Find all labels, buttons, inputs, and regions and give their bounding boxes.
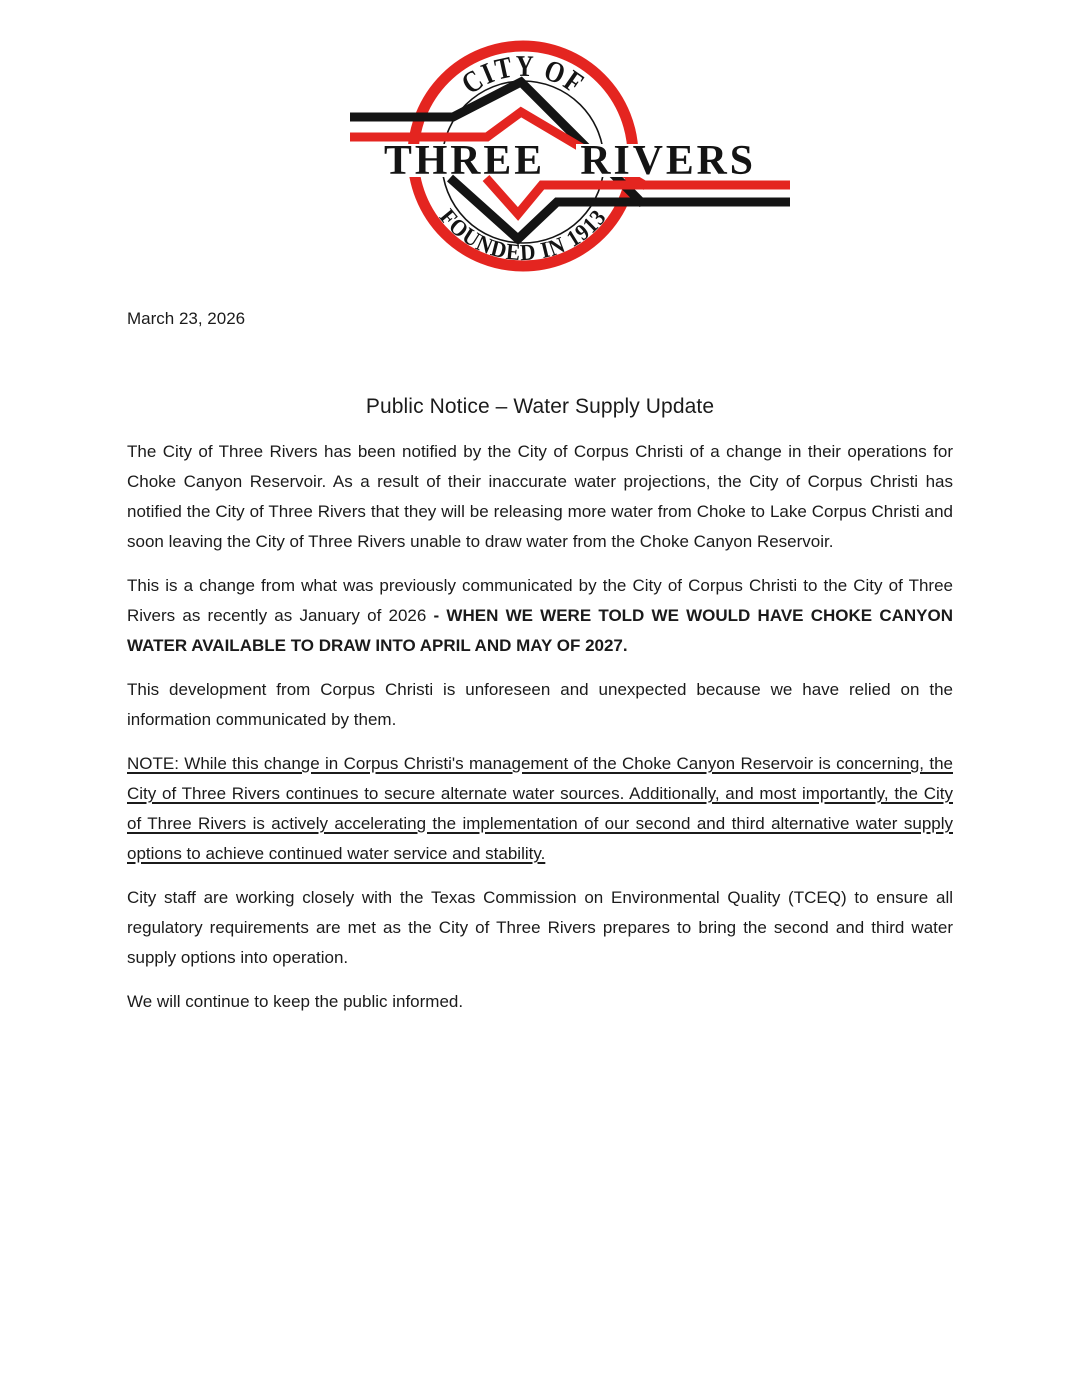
paragraph-unforeseen: This development from Corpus Christi is unforeseen and unexpected because we have relied on the information communicated by them. xyxy=(127,680,953,729)
document-date: March 23, 2026 xyxy=(127,309,246,328)
paragraph-note-underlined: NOTE: While this change in Corpus Christi's management of the Choke Canyon Reservoir is concerning, the City of Three Rivers continues to secure alternate water sources. Additionally, and most importantly, the City of Three Rivers is actively accelerating the implementation of our second and third alternative water supply options to achieve continued water service and stability. xyxy=(127,754,953,863)
city-of-three-rivers-logo xyxy=(350,8,790,288)
document-body xyxy=(127,437,953,1017)
city-seal-icon xyxy=(350,8,790,288)
logo-top-arc-textpath: CITY OF xyxy=(455,49,594,103)
paragraph-closing: We will continue to keep the public informed. xyxy=(127,992,464,1011)
paragraph-change-notice-normal: This is a change from what was previously communicated by the City of Corpus Christi to the City of Three Rivers as recently as January of 2026 xyxy=(127,576,953,625)
paragraph-tceq: City staff are working closely with the Texas Commission on Environmental Quality (TCEQ) to ensure all regulatory requirements are met as the City of Three Rivers prepares to bring the second and third water supply options into operation. xyxy=(127,888,953,967)
logo-bottom-arc-textpath: FOUNDED IN 1913 xyxy=(434,203,612,266)
logo-wordmark: THREE RIVERS xyxy=(384,138,756,184)
document-title: Public Notice – Water Supply Update xyxy=(365,395,715,418)
paragraph-change-notice xyxy=(127,571,953,661)
paragraph-change-notice-bold: - WHEN WE WERE TOLD WE WOULD HAVE CHOKE CANYON WATER AVAILABLE TO DRAW INTO APRIL AND MAY OF 2027. xyxy=(127,606,953,655)
paragraph-intro: The City of Three Rivers has been notified by the City of Corpus Christi of a change in their operations for Choke Canyon Reservoir. As a result of their inaccurate water projections, the City of Corpus Christi has notified the City of Three Rivers that they will be releasing more water from Choke to Lake Corpus Christi and soon leaving the City of Three Rivers unable to draw water from the Choke Canyon Reservoir. xyxy=(127,442,953,551)
